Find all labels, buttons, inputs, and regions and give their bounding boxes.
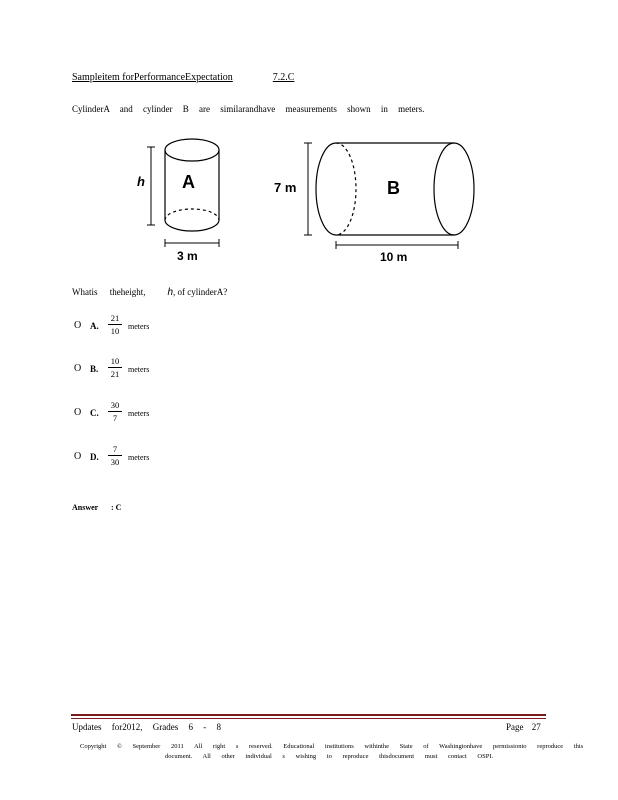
dim-b-height: 7 m [274,180,297,195]
option-unit: meters [128,322,150,331]
option-fraction: 21 10 [108,313,122,336]
footer-rule-thin [71,718,546,719]
header-title: Sampleitem forPerformanceExpectation 7.2.C [72,72,295,83]
dim-b-length: 10 m [380,250,408,264]
option-unit: meters [128,409,150,418]
option-fraction: 30 7 [108,400,122,423]
option-unit: meters [128,453,150,462]
copyright-line-1: Copyright © September 2011 All right s reserved. Educational institutions withinthe State of Washingtonhave permissionto reproduce this [80,743,584,750]
cylinders-figure [120,135,490,265]
footer-left: Updates for2012, Grades 6 - 8 [72,722,221,732]
label-b: B [387,178,400,198]
option-bubble[interactable]: O [74,363,82,374]
dim-a-width: 3 m [177,249,198,263]
question-text: Whatis theheight, h, of cylinderA? [72,287,228,298]
label-a: A [182,172,195,192]
answer-value: : C [111,503,122,512]
answer-label: Answer [72,503,99,512]
option-letter: B. [90,364,99,374]
label-h: h [137,174,145,189]
intro-text: CylinderA and cylinder B are similarandhave measurements shown in meters. [72,104,425,114]
option-bubble[interactable]: O [74,451,82,462]
option-letter: A. [90,321,99,331]
footer-page-number: Page 27 [506,722,541,732]
option-fraction: 10 21 [108,356,122,379]
option-bubble[interactable]: O [74,407,82,418]
copyright-line-2: document. All other individual s wishing to reproduce thisdocument must contact OSPI. [165,753,494,760]
option-letter: C. [90,408,99,418]
option-fraction: 7 30 [108,444,122,467]
footer-rule [71,714,546,716]
option-bubble[interactable]: O [74,320,82,331]
option-letter: D. [90,452,99,462]
option-unit: meters [128,365,150,374]
